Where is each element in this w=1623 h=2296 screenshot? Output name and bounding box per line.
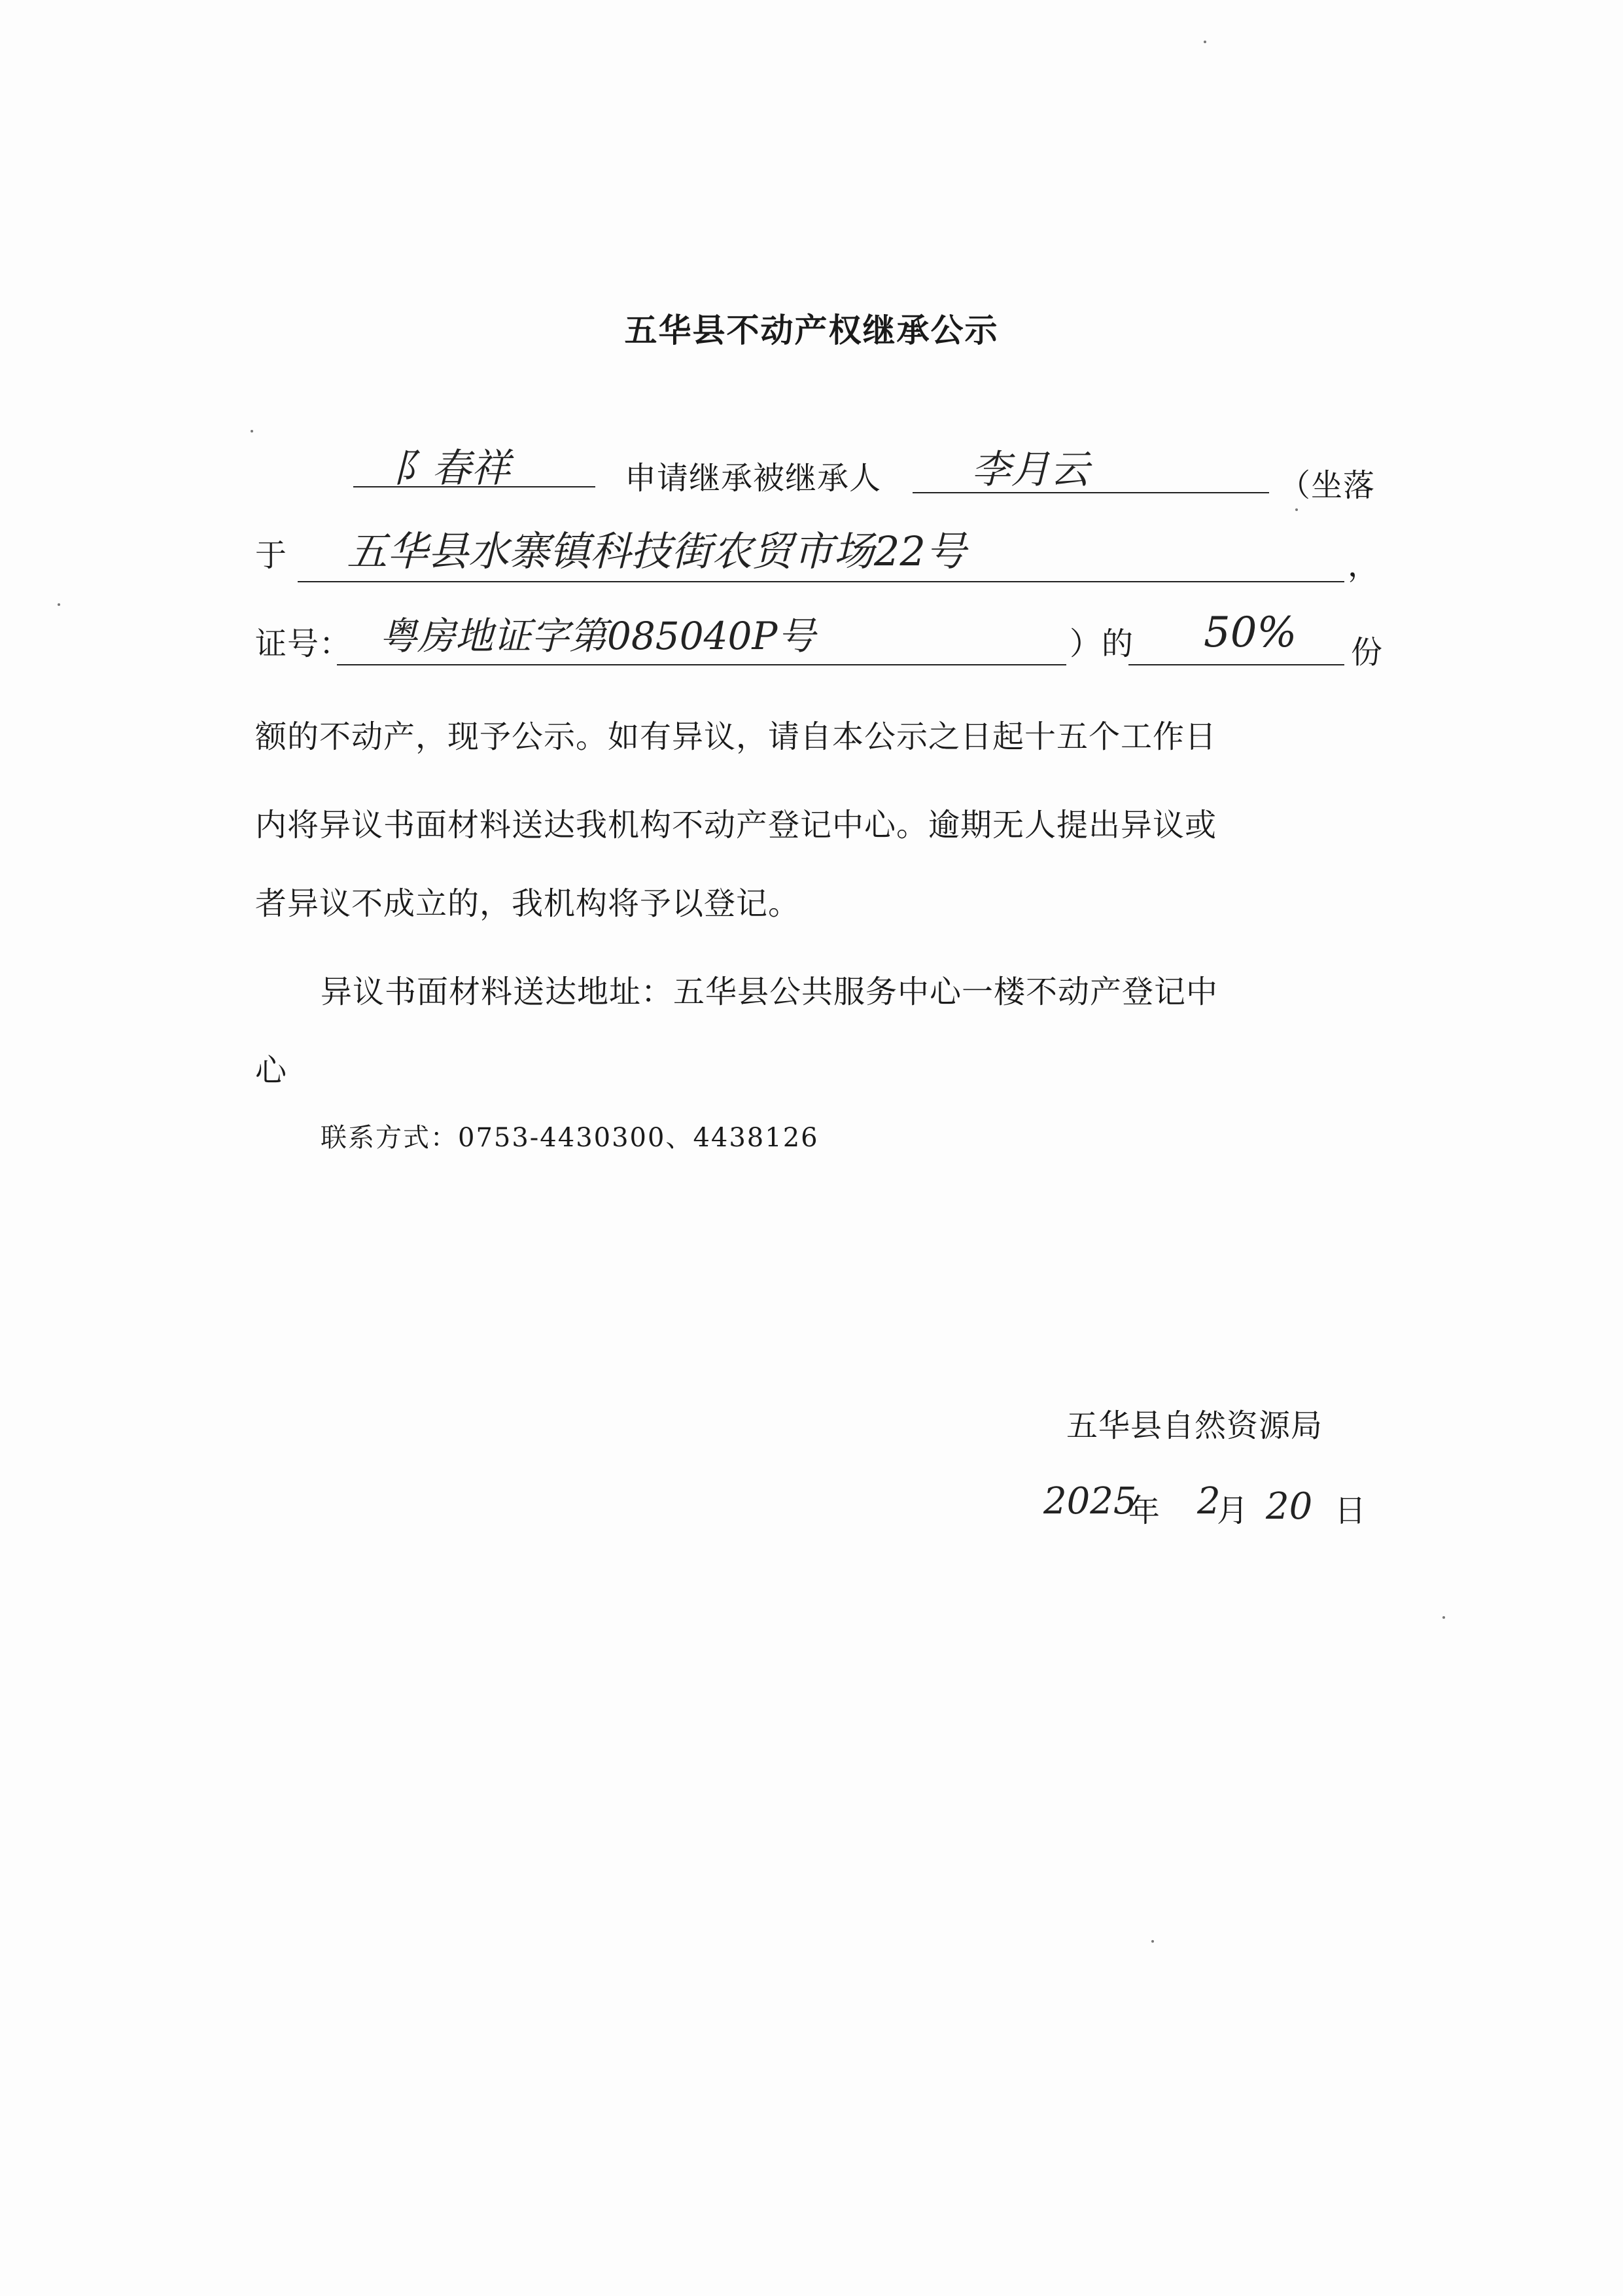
share-suffix: 份 xyxy=(1351,634,1384,671)
date-year: 2025 xyxy=(1043,1480,1137,1523)
location-lead: 于 xyxy=(255,537,288,574)
applicant-suffix: 申请继承被继承人 xyxy=(625,460,882,497)
share-underline xyxy=(1128,664,1344,665)
scan-speck xyxy=(251,430,253,433)
body-line-3: 者异议不成立的，我机构将予以登记。 xyxy=(255,885,801,922)
document-title: 五华县不动产权继承公示 xyxy=(624,311,999,349)
location-suffix: ， xyxy=(1348,547,1380,584)
decedent-name: 李月云 xyxy=(971,447,1089,493)
scan-speck xyxy=(1151,1940,1154,1943)
cert-underline xyxy=(337,664,1066,665)
scan-speck xyxy=(1295,508,1298,511)
issuing-authority: 五华县自然资源局 xyxy=(1066,1407,1323,1444)
scan-speck xyxy=(58,603,60,606)
date-month-label: 月 xyxy=(1217,1492,1249,1529)
address-line-2: 心 xyxy=(255,1052,288,1089)
body-line-1: 额的不动产，现予公示。如有异议，请自本公示之日起十五个工作日 xyxy=(255,718,1217,755)
cert-suffix: ）的 xyxy=(1070,626,1134,662)
applicant-underline xyxy=(353,486,595,487)
date-year-label: 年 xyxy=(1128,1492,1161,1529)
date-day: 20 xyxy=(1266,1485,1313,1528)
inheritance-share: 50% xyxy=(1204,609,1297,657)
contact-info: 联系方式：0753-4430300、4438126 xyxy=(321,1123,819,1153)
date-month: 2 xyxy=(1197,1480,1221,1523)
location-underline xyxy=(298,581,1344,582)
location-prefix: （坐落 xyxy=(1279,467,1376,504)
cert-lead: 证号： xyxy=(255,626,352,662)
date-day-label: 日 xyxy=(1335,1492,1367,1529)
applicant-name: 阝春祥 xyxy=(393,446,510,491)
scan-speck xyxy=(1204,41,1206,43)
decedent-underline xyxy=(913,492,1269,493)
property-location: 五华县水寨镇科技街农贸市场22号 xyxy=(347,527,966,575)
certificate-number: 粤房地证字第085040P号 xyxy=(379,614,816,658)
address-line-1: 异议书面材料送达地址：五华县公共服务中心一楼不动产登记中 xyxy=(321,974,1219,1010)
scan-speck xyxy=(1442,1616,1445,1619)
body-line-2: 内将异议书面材料送达我机构不动产登记中心。逾期无人提出异议或 xyxy=(255,807,1217,843)
